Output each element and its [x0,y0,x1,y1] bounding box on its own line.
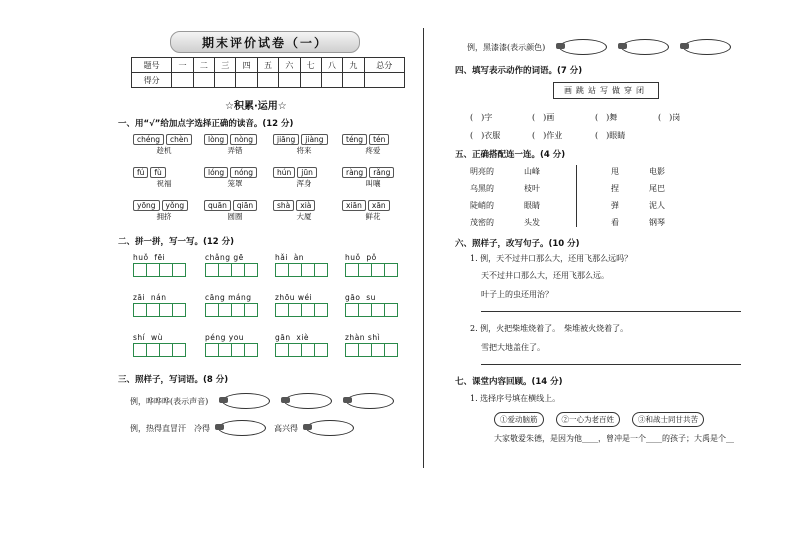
fill-blank-item[interactable]: ( )字 [470,113,493,122]
right-example [467,39,731,55]
pinyin-word: 大厦 [296,212,312,221]
writing-cell[interactable] [231,263,245,277]
sec6-item1c: 叶子上的虫还用治？ [481,290,553,299]
pinyin-choice [273,200,335,222]
writing-item [205,253,258,277]
writing-cell[interactable] [231,343,245,357]
writing-cell[interactable] [172,303,186,317]
writing-cell[interactable] [218,263,232,277]
writing-grid [275,303,328,317]
match-item[interactable]: 明亮的 [470,167,494,176]
fill-blank-item[interactable]: ( )舞 [595,113,618,122]
match-item[interactable]: 看 [611,218,619,227]
sec6-item1: 1. 例，天不过井口那么大，还用飞那么远吗？ [470,254,633,263]
pinyin-pair [342,167,404,178]
writing-cell[interactable] [275,263,289,277]
pinyin-label: gāo su [345,293,376,302]
pinyin-word: 鲜花 [365,212,381,221]
pinyin-word: 祝福 [156,179,172,188]
choice-tag-2: ②一心为老百姓 [556,412,621,427]
writing-cell[interactable] [205,263,219,277]
sec7-item1: 1. 选择序号填在横线上。 [470,394,561,403]
sec6-item1b: 天不过井口那么大，还用飞那么远。 [481,271,609,280]
pinyin-option[interactable]: jiāng [273,134,299,145]
writing-grid [345,263,398,277]
score-header: 一 [172,58,193,73]
page-divider [423,28,424,468]
writing-item [275,293,328,317]
pinyin-pair [133,200,195,211]
writing-grid [345,343,398,357]
answer-line[interactable] [481,364,741,365]
score-header: 题号 [132,58,172,73]
pinyin-choice [204,134,266,156]
writing-cell[interactable] [384,263,398,277]
writing-cell[interactable] [345,263,359,277]
sec7-text: 大家敬爱朱德，是因为他____，曾冲是一个____的孩子；大禹是个__ [494,434,734,443]
match-item[interactable]: 眼睛 [524,201,540,210]
pinyin-word: 笼罩 [227,179,243,188]
pinyin-choice [204,200,266,222]
score-cell[interactable] [236,73,257,88]
writing-cell[interactable] [133,303,147,317]
writing-item [133,253,186,277]
writing-cell[interactable] [146,343,160,357]
pinyin-word: 将来 [296,146,312,155]
pinyin-option[interactable]: hún [273,167,295,178]
pinyin-pair [342,200,404,211]
writing-cell[interactable] [218,303,232,317]
pinyin-label: chǎng gē [205,253,244,262]
writing-cell[interactable] [345,303,359,317]
writing-cell[interactable] [244,263,258,277]
writing-cell[interactable] [384,303,398,317]
sec7-tags [494,412,704,427]
writing-cell[interactable] [358,343,372,357]
pinyin-label: péng you [205,333,245,342]
writing-cell[interactable] [314,343,328,357]
pinyin-option[interactable]: fù [150,167,165,178]
writing-cell[interactable] [345,343,359,357]
pinyin-word: 圆圈 [227,212,243,221]
pinyin-option[interactable]: xià [296,200,315,211]
fill-blank-item[interactable]: ( )作业 [532,131,563,140]
match-item[interactable]: 钢琴 [649,218,665,227]
fill-blank-item[interactable]: ( )眼睛 [595,131,626,140]
answer-oval[interactable] [683,39,731,55]
pinyin-choice [133,167,195,189]
pinyin-pair [133,167,195,178]
pinyin-option[interactable]: quān [204,200,231,211]
pinyin-choice [342,200,404,222]
writing-cell[interactable] [358,303,372,317]
pinyin-label: gān xiè [275,333,310,342]
sec4-word-box: 画跳站写做穿闭 [553,82,659,99]
score-cell[interactable] [279,73,300,88]
writing-item [133,293,186,317]
writing-grid [345,303,398,317]
pinyin-choice [342,134,404,156]
pinyin-label: hǎi àn [275,253,305,262]
writing-cell[interactable] [314,303,328,317]
score-cell[interactable] [193,73,214,88]
writing-cell[interactable] [133,343,147,357]
pinyin-pair [273,134,335,145]
answer-oval[interactable] [306,420,354,436]
fill-blank-item[interactable]: ( )衣服 [470,131,501,140]
writing-cell[interactable] [172,263,186,277]
pinyin-choice [133,200,195,222]
pinyin-option[interactable]: jūn [297,167,317,178]
score-header: 五 [257,58,278,73]
answer-oval[interactable] [346,393,394,409]
writing-item [345,293,398,317]
writing-grid [275,263,328,277]
pinyin-choice [273,167,335,189]
pinyin-pair [133,134,195,145]
fill-blank-item[interactable]: ( )画 [532,113,555,122]
sec3-ex1-text: 例，哗哗哗(表示声音) [130,396,209,406]
pinyin-label: cāng máng [205,293,252,302]
match-item[interactable]: 电影 [649,167,665,176]
answer-oval[interactable] [621,39,669,55]
pinyin-option[interactable]: fú [133,167,148,178]
pinyin-label: huǒ fēi [133,253,166,262]
writing-cell[interactable] [146,263,160,277]
pinyin-pair [204,134,266,145]
pinyin-option[interactable]: téng [342,134,367,145]
pinyin-option[interactable]: tén [369,134,389,145]
pinyin-pair [273,200,335,211]
match-item[interactable]: 山峰 [524,167,540,176]
score-cell[interactable] [300,73,321,88]
score-cell[interactable] [321,73,342,88]
match-item[interactable]: 茂密的 [470,218,494,227]
pinyin-option[interactable]: rǎng [369,167,394,178]
pinyin-option[interactable]: qiān [233,200,257,211]
sec3-ex2-text: 例，热得直冒汗 [130,423,186,433]
exam-title: 期末评价试卷（一） [170,31,360,53]
writing-grid [133,263,186,277]
pinyin-word: 疼爱 [365,146,381,155]
choice-tag-3: ③和战士同甘共苦 [632,412,704,427]
answer-oval[interactable] [222,393,270,409]
pinyin-option[interactable]: lóng [204,167,228,178]
pinyin-option[interactable]: yōng [133,200,160,211]
sec3-title: 三、照样子，写词语。(8 分) [118,375,229,385]
writing-cell[interactable] [358,263,372,277]
writing-item [133,333,186,357]
score-header: 九 [343,58,364,73]
writing-item [205,333,258,357]
answer-line[interactable] [481,311,741,312]
writing-cell[interactable] [172,343,186,357]
sec3-example1 [130,393,394,409]
writing-cell[interactable] [371,263,385,277]
writing-item [345,333,398,357]
pinyin-option[interactable]: ràng [342,167,367,178]
pinyin-option[interactable]: nóng [230,167,257,178]
pinyin-label: zāi nán [133,293,167,302]
section-heading: ☆积累·运用☆ [225,101,287,112]
pinyin-choice [273,134,335,156]
writing-cell[interactable] [301,263,315,277]
pinyin-option[interactable]: lòng [204,134,228,145]
writing-grid [205,303,258,317]
writing-cell[interactable] [218,343,232,357]
writing-cell[interactable] [244,303,258,317]
writing-item [205,293,258,317]
pinyin-option[interactable]: chèn [166,134,192,145]
pinyin-option[interactable]: jiàng [301,134,327,145]
sec6-item2b: 雪把大地盖住了。 [481,343,545,352]
sec2-title: 二、拼一拼，写一写。(12 分) [118,237,235,247]
pinyin-option[interactable]: xān [368,200,390,211]
score-header: 二 [193,58,214,73]
writing-cell[interactable] [314,263,328,277]
match-item[interactable]: 枝叶 [524,184,540,193]
pinyin-word: 趁机 [156,146,172,155]
score-cell[interactable] [172,73,193,88]
writing-cell[interactable] [231,303,245,317]
pinyin-option[interactable]: xiān [342,200,366,211]
score-header: 八 [321,58,342,73]
pinyin-pair [204,200,266,211]
pinyin-option[interactable]: yǒng [162,200,189,211]
score-table [131,57,405,88]
writing-cell[interactable] [371,343,385,357]
match-item[interactable]: 陡峭的 [470,201,494,210]
pinyin-option[interactable]: shà [273,200,294,211]
writing-cell[interactable] [205,303,219,317]
writing-cell[interactable] [384,343,398,357]
writing-cell[interactable] [301,343,315,357]
sec1-title: 一、用“√”给加点字选择正确的读音。(12 分) [118,119,294,129]
writing-cell[interactable] [133,263,147,277]
match-item[interactable]: 弹 [611,201,619,210]
sec5-title: 五、正确搭配连一连。(4 分) [455,150,566,160]
writing-item [275,333,328,357]
writing-cell[interactable] [244,343,258,357]
score-cell[interactable] [215,73,236,88]
writing-grid [133,303,186,317]
writing-cell[interactable] [159,343,173,357]
sec6-item2: 2. 例，火把柴堆烧着了。 柴堆被火烧着了。 [470,324,629,333]
pinyin-label: zhàn shì [345,333,381,342]
writing-item [345,253,398,277]
score-header: 四 [236,58,257,73]
writing-cell[interactable] [288,303,302,317]
writing-grid [205,343,258,357]
writing-cell[interactable] [301,303,315,317]
pinyin-pair [342,134,404,145]
pinyin-word: 拥挤 [156,212,172,221]
writing-grid [133,343,186,357]
writing-grid [205,263,258,277]
match-item[interactable]: 头发 [524,218,540,227]
score-header: 七 [300,58,321,73]
match-item[interactable]: 甩 [611,167,619,176]
sec6-title: 六、照样子，改写句子。(10 分) [455,239,580,249]
sec3-word1: 冷得 [194,423,210,433]
score-header: 总分 [364,58,404,73]
writing-cell[interactable] [205,343,219,357]
pinyin-pair [273,167,335,178]
answer-oval[interactable] [284,393,332,409]
sec7-title: 七、课堂内容回顾。(14 分) [455,377,563,387]
sec4-title: 四、填写表示动作的词语。(7 分) [455,66,583,76]
pinyin-choice [204,167,266,189]
choice-tag-1: ①爱动脑筋 [494,412,544,427]
match-item[interactable]: 乌黑的 [470,184,494,193]
writing-cell[interactable] [275,343,289,357]
score-label: 得分 [132,73,172,88]
pinyin-label: shí wù [133,333,163,342]
pinyin-pair [204,167,266,178]
fill-blank-item[interactable]: ( )岗 [658,113,681,122]
pinyin-choice [133,134,195,156]
match-item[interactable]: 尾巴 [649,184,665,193]
writing-cell[interactable] [371,303,385,317]
pinyin-label: zhōu wéi [275,293,313,302]
pinyin-option[interactable]: nòng [230,134,257,145]
score-header: 三 [215,58,236,73]
pinyin-choice [342,167,404,189]
writing-cell[interactable] [146,303,160,317]
pinyin-word: 叫嚷 [365,179,381,188]
pinyin-word: 弄错 [227,146,243,155]
score-cell[interactable] [364,73,404,88]
writing-cell[interactable] [288,263,302,277]
answer-oval[interactable] [559,39,607,55]
score-cell[interactable] [257,73,278,88]
sec5-divider [576,165,577,227]
match-item[interactable]: 泥人 [649,201,665,210]
match-item[interactable]: 捏 [611,184,619,193]
right-ex-text: 例，黑漆漆(表示颜色) [467,42,546,52]
pinyin-word: 浑身 [296,179,312,188]
score-cell[interactable] [343,73,364,88]
sec3-word2: 高兴得 [274,423,298,433]
writing-cell[interactable] [159,303,173,317]
writing-cell[interactable] [288,343,302,357]
writing-grid [275,343,328,357]
writing-cell[interactable] [159,263,173,277]
answer-oval[interactable] [218,420,266,436]
writing-item [275,253,328,277]
pinyin-label: huǒ pǒ [345,253,377,262]
sec3-example2 [130,420,354,436]
writing-cell[interactable] [275,303,289,317]
score-header: 六 [279,58,300,73]
pinyin-option[interactable]: chéng [133,134,164,145]
